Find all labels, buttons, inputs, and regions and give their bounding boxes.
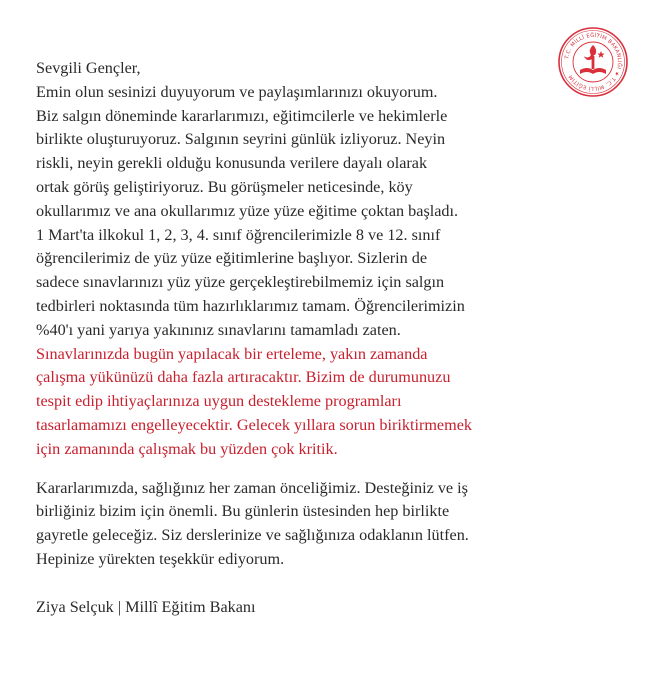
body-line: tedbirleri noktasında tüm hazırlıklarımız tamam. Öğrencilerimizin — [36, 296, 465, 315]
body-line: öğrencilerimiz de yüz yüze eğitimlerine başlıyor. Sizlerin de — [36, 249, 428, 268]
letter-body — [36, 57, 626, 462]
body-line: Biz salgın döneminde kararlarımızı, eğitimcilerle ve hekimlerle — [36, 106, 448, 125]
body-line: %40'ı yani yarıya yakınınız sınavlarını tamamladı zaten. — [36, 320, 401, 339]
body-line: 1 Mart'ta ilkokul 1, 2, 3, 4. sınıf öğrencilerimizle 8 ve 12. sınıf — [36, 225, 441, 244]
body-line: okullarımız ve ana okullarımız yüze yüze eğitime çoktan başladı. — [36, 201, 459, 220]
paragraph-gap — [36, 462, 626, 477]
body-line: birlikte oluşturuyoruz. Salgının seyrini günlük izliyoruz. Neyin — [36, 130, 446, 149]
highlight-line: tasarlamamızı engelleyecektir. Gelecek yıllara sorun biriktirmemek — [36, 415, 472, 434]
body-line: sadece sınavlarınızı yüz yüze gerçekleştirebilmemiz için salgın — [36, 273, 445, 292]
highlight-line: Sınavlarınızda bugün yapılacak bir erteleme, yakın zamanda — [36, 344, 428, 363]
body-line: Emin olun sesinizi duyuyorum ve paylaşımlarınızı okuyorum. — [36, 82, 438, 101]
signature-gap — [36, 572, 626, 596]
closing-line: birliğiniz bizim için önemli. Bu günlerin üstesinden hep birlikte — [36, 502, 450, 521]
highlight-line: için zamanında çalışmak bu yüzden çok kritik. — [36, 439, 338, 458]
closing-line: Kararlarımızda, sağlığınız her zaman önceliğimiz. Desteğiniz ve iş — [36, 478, 468, 497]
signature: Ziya Selçuk | Millî Eğitim Bakanı — [36, 597, 256, 616]
salutation: Sevgili Gençler, — [36, 59, 141, 77]
svg-text:T.C. MİLLÎ EĞİTİM BAKANLIĞI ★: T.C. MİLLÎ EĞİTİM BAKANLIĞI ★ T.C. MİLLÎ EĞİTİM — [564, 32, 623, 92]
highlight-line: tespit edip ihtiyaçlarınıza uygun destekleme programları — [36, 392, 402, 411]
letter — [36, 57, 626, 620]
body-line: ortak görüş geliştiriyoruz. Bu görüşmeler neticesinde, köy — [36, 177, 413, 196]
highlight-line: çalışma yükünüzü daha fazla artıracaktır. Bizim de durumunuzu — [36, 368, 451, 387]
closing-line: gayretle geleceğiz. Siz derslerinize ve sağlığınıza odaklanın lütfen. — [36, 526, 469, 545]
closing-line: Hepinize yürekten teşekkür ediyorum. — [36, 549, 285, 568]
body-line: riskli, neyin gerekli olduğu konusunda verilere dayalı olarak — [36, 154, 428, 173]
closing-paragraph — [36, 477, 626, 572]
